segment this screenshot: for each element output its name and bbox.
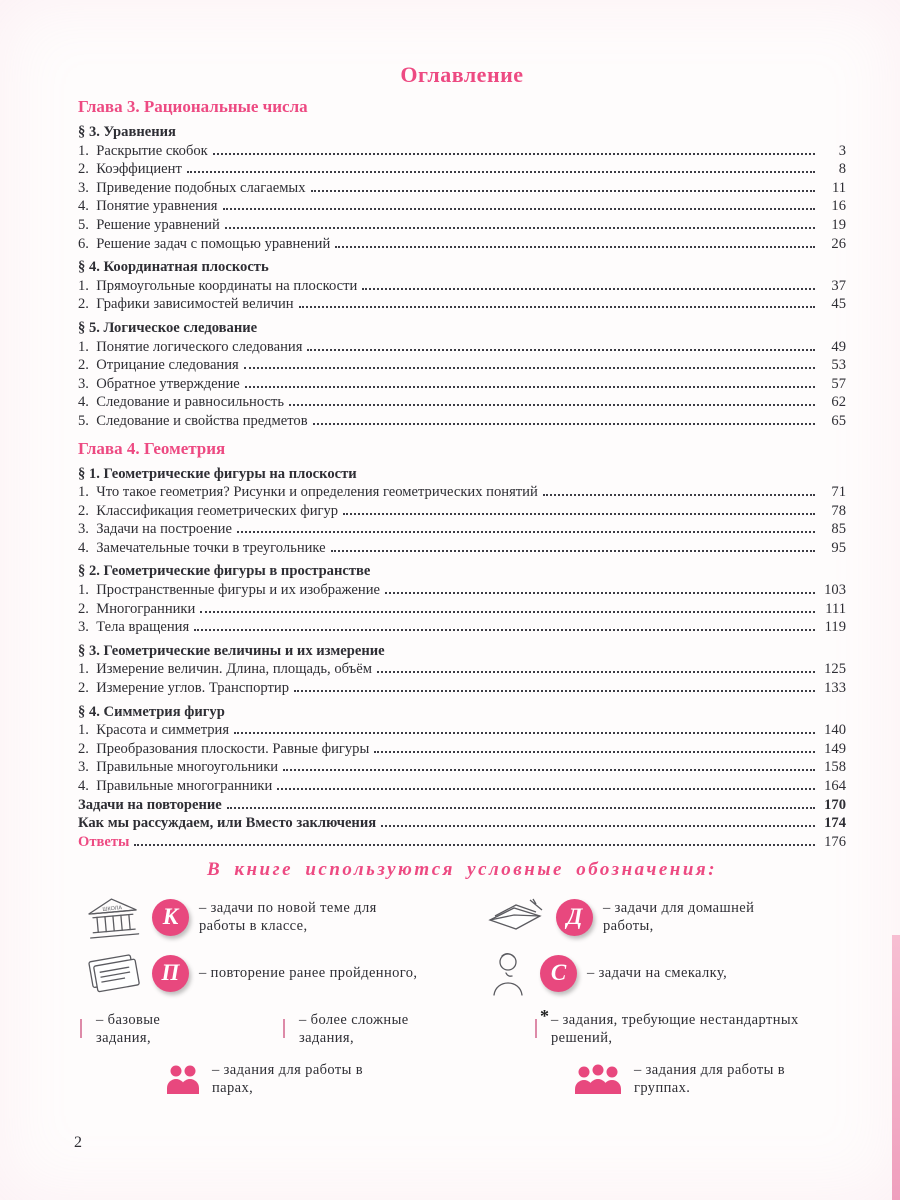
page-number: 2 xyxy=(74,1134,82,1151)
page-title: Оглавление xyxy=(400,62,524,87)
toc-entry-page: 19 xyxy=(831,216,846,233)
toc-entry xyxy=(78,412,846,431)
toc-entry-label: 5. Следование и свойства предметов xyxy=(78,412,308,429)
toc-entry-page: 164 xyxy=(824,778,846,794)
dot-leader xyxy=(225,227,815,229)
dot-leader xyxy=(244,367,815,369)
toc-entry xyxy=(78,660,846,679)
legend-row xyxy=(78,949,846,997)
toc-entry-label: 2. Классификация геометрических фигур xyxy=(78,502,339,519)
toc-entry xyxy=(78,581,846,600)
dot-leader xyxy=(283,769,815,771)
symbol-K-badge: К xyxy=(152,899,189,936)
toc-section-heading xyxy=(78,642,846,661)
dot-leader xyxy=(187,171,815,173)
toc-entry xyxy=(78,600,846,619)
toc-entry xyxy=(78,179,846,198)
toc-entry-label: 2. Преобразования плоскости. Равные фигуры xyxy=(78,740,370,757)
dot-leader xyxy=(227,807,815,809)
dot-leader xyxy=(223,208,816,210)
dot-leader xyxy=(194,629,815,631)
toc-entry xyxy=(78,483,846,502)
toc-entry-page: 71 xyxy=(831,484,846,501)
toc-chapter-heading xyxy=(78,96,846,118)
scan-edge-artifact xyxy=(892,935,900,1200)
toc-entry xyxy=(78,160,846,179)
dot-leader xyxy=(237,531,815,533)
toc-entry-label: Как мы рассуждаем, или Вместо заключения xyxy=(78,815,377,832)
toc-entry-label: 4. Замечательные точки в треугольнике xyxy=(78,539,326,556)
toc-entry xyxy=(78,295,846,314)
toc-entry-page: 16 xyxy=(831,198,846,215)
dot-leader xyxy=(381,825,815,827)
toc-entry-page: 158 xyxy=(824,759,846,776)
toc-entry-page: 53 xyxy=(831,357,846,374)
toc-entry-label: 3. Задачи на построение xyxy=(78,521,232,538)
dot-leader xyxy=(299,306,815,308)
toc-section-heading xyxy=(78,562,846,581)
legend-item-smart-tasks xyxy=(486,949,727,997)
toc-entry xyxy=(78,393,846,412)
legend-row xyxy=(78,1006,846,1047)
dot-leader xyxy=(335,246,815,248)
toc-entry-page: 119 xyxy=(824,619,846,636)
school-building-icon xyxy=(84,893,142,941)
toc-entry-label: 2. Коэффициент xyxy=(78,161,182,178)
notebook-icon xyxy=(84,952,142,994)
toc-entry-page: 37 xyxy=(831,277,846,294)
toc-entry-label: 4. Правильные многогранники xyxy=(78,778,273,794)
toc-entry-page: 176 xyxy=(824,833,846,850)
toc-entry-page: 49 xyxy=(831,338,846,355)
toc-entry-page: 95 xyxy=(831,539,846,556)
toc-entry-page: 133 xyxy=(824,680,846,697)
toc-entry-page: 103 xyxy=(824,582,846,599)
dot-leader xyxy=(213,153,815,155)
dot-leader xyxy=(331,550,815,552)
toc-entry-page: 140 xyxy=(824,722,846,739)
dot-leader xyxy=(377,671,815,673)
toc-entry-page: 85 xyxy=(831,521,846,538)
toc-entry-page: 170 xyxy=(824,796,846,813)
toc-entry-page: 65 xyxy=(831,412,846,429)
toc-entry-label: 2. Измерение углов. Транспортир xyxy=(78,680,289,697)
toc-chapter-heading xyxy=(78,438,846,460)
legend-text: – повторение ранее пройденного, xyxy=(199,965,418,982)
toc-entry xyxy=(78,502,846,521)
toc-entry-page: 149 xyxy=(824,740,846,757)
dot-leader xyxy=(343,513,815,515)
dot-leader xyxy=(277,788,815,790)
person-icon xyxy=(486,949,530,997)
toc-entry xyxy=(78,721,846,740)
toc-entry-label: 1. Красота и симметрия xyxy=(78,722,230,739)
toc-entry-page: 8 xyxy=(838,161,846,178)
legend-text: – задания, требующие нестандартных решений, xyxy=(551,1012,799,1047)
dot-leader xyxy=(245,386,815,388)
toc-entry-page: 125 xyxy=(824,661,846,678)
toc-entry xyxy=(78,539,846,558)
dot-leader xyxy=(234,732,815,734)
toc-section-heading xyxy=(78,258,846,277)
toc-entry-page: 78 xyxy=(831,502,846,519)
dot-leader xyxy=(313,423,815,425)
dot-leader xyxy=(374,751,815,753)
legend-row xyxy=(78,893,846,941)
dot-leader xyxy=(307,349,815,351)
toc-entry xyxy=(78,740,846,759)
toc-entry-label: § 4. Симметрия фигур xyxy=(78,703,225,720)
toc-entry xyxy=(78,758,846,777)
toc-entry-label: 2. Отрицание следования xyxy=(78,357,239,374)
toc-entry-page: 62 xyxy=(831,394,846,411)
toc-entry xyxy=(78,679,846,698)
dot-leader xyxy=(362,288,815,290)
legend-text: – задания для работы в группах. xyxy=(634,1062,786,1097)
dot-leader xyxy=(289,404,815,406)
toc-entry-page: 11 xyxy=(831,179,846,196)
toc-entry-label: 4. Следование и равносильность xyxy=(78,394,284,411)
toc-entry-label: § 2. Геометрические фигуры в пространстве xyxy=(78,563,371,580)
toc-entry xyxy=(78,277,846,296)
legend-text: – задания для работы в парах, xyxy=(212,1062,364,1097)
legend xyxy=(78,859,846,1097)
dot-leader xyxy=(134,844,815,846)
toc-entry xyxy=(78,197,846,216)
toc-entry-label: 1. Раскрытие скобок xyxy=(78,142,208,159)
toc-entry-label: 3. Приведение подобных слагаемых xyxy=(78,179,306,196)
toc-entry-page: 3 xyxy=(838,142,846,159)
toc-entry xyxy=(78,777,846,796)
toc-entry-label: 1. Измерение величин. Длина, площадь, объём xyxy=(78,661,372,678)
pink-square-icon xyxy=(283,1020,285,1038)
symbol-P-badge: П xyxy=(152,955,189,992)
group-icon xyxy=(572,1064,624,1094)
legend-item-nonstandard-tasks xyxy=(535,1006,801,1047)
toc-entry xyxy=(78,796,846,815)
toc-entry-label: Глава 3. Рациональные числа xyxy=(78,97,308,116)
toc-entry-label: 5. Решение уравнений xyxy=(78,216,220,233)
symbol-S-badge: С xyxy=(540,955,577,992)
toc-entry-page: 174 xyxy=(824,815,846,832)
toc-entry-label: § 4. Координатная плоскость xyxy=(78,259,269,276)
legend-heading: В книге используются условные обозначения: xyxy=(206,859,718,881)
pink-square-icon xyxy=(80,1020,82,1038)
legend-item-pair-tasks xyxy=(164,1061,494,1097)
legend-item-basic-tasks xyxy=(78,1011,283,1047)
toc-entry-page: 57 xyxy=(831,375,846,392)
dot-leader xyxy=(543,494,815,496)
toc-entry-label: 6. Решение задач с помощью уравнений xyxy=(78,235,331,252)
toc-entry xyxy=(78,235,846,254)
toc-entry xyxy=(78,142,846,161)
toc-entry xyxy=(78,520,846,539)
dot-leader xyxy=(385,592,815,594)
toc-entry xyxy=(78,338,846,357)
pink-square-asterisk-icon xyxy=(535,1006,549,1038)
legend-item-group-tasks xyxy=(572,1061,814,1097)
toc-entry-label: 3. Правильные многоугольники xyxy=(78,759,279,776)
toc-entry-label: § 3. Геометрические величины и их измерение xyxy=(78,642,385,659)
toc-entry-label: 4. Понятие уравнения xyxy=(78,198,218,215)
toc-entry-label: § 1. Геометрические фигуры на плоскости xyxy=(78,465,357,482)
toc-section-heading xyxy=(78,123,846,142)
toc-list xyxy=(78,96,846,851)
symbol-D-badge: Д xyxy=(556,899,593,936)
toc-entry-label: 1. Пространственные фигуры и их изображение xyxy=(78,582,381,599)
legend-item-homework-tasks xyxy=(486,896,793,938)
dot-leader xyxy=(200,611,815,613)
toc-section-heading xyxy=(78,319,846,338)
asterisk-mark: * xyxy=(540,1006,549,1027)
toc-entry-label: Глава 4. Геометрия xyxy=(78,438,226,458)
legend-item-advanced-tasks xyxy=(283,1011,535,1047)
toc-entry-label: Ответы xyxy=(78,833,130,850)
toc-entry-label: Задачи на повторение xyxy=(78,796,222,813)
dot-leader xyxy=(311,190,815,192)
dot-leader xyxy=(294,690,815,692)
toc-entry-label: 1. Что такое геометрия? Рисунки и определения геометрических понятий xyxy=(78,484,538,501)
toc-entry-page: 45 xyxy=(831,296,846,313)
toc-entry xyxy=(78,375,846,394)
legend-text: – задачи по новой теме для работы в классе, xyxy=(199,900,377,935)
toc-entry-label: 3. Обратное утверждение xyxy=(78,375,240,392)
toc-section-heading xyxy=(78,703,846,722)
legend-text: – задачи на смекалку, xyxy=(587,965,728,982)
letters-icon xyxy=(486,896,546,938)
toc-entry-page: 111 xyxy=(825,600,846,617)
toc-entry xyxy=(78,216,846,235)
legend-row xyxy=(78,1061,846,1097)
toc-entry-label: 3. Тела вращения xyxy=(78,619,190,636)
toc-entry xyxy=(78,814,846,833)
legend-text: – базовые задания, xyxy=(96,1012,161,1047)
legend-text: – более сложные задания, xyxy=(299,1012,409,1047)
legend-text: – задачи для домашней работы, xyxy=(603,900,755,935)
toc-entry-label: 2. Многогранники xyxy=(78,600,196,617)
toc-entry-label: § 3. Уравнения xyxy=(78,124,176,140)
toc-section-heading xyxy=(78,465,846,484)
legend-item-review-tasks xyxy=(78,952,486,994)
toc-entry-page: 26 xyxy=(831,235,846,252)
legend-item-class-tasks xyxy=(78,893,486,941)
pair-icon xyxy=(164,1064,202,1094)
toc-entry-label: § 5. Логическое следование xyxy=(78,319,258,336)
toc-entry-label: 2. Графики зависимостей величин xyxy=(78,296,294,313)
toc-entry xyxy=(78,618,846,637)
toc-entry-label: 1. Прямоугольные координаты на плоскости xyxy=(78,277,358,294)
toc-entry xyxy=(78,833,846,852)
toc-entry xyxy=(78,356,846,375)
svg-text:ШКОЛА: ШКОЛА xyxy=(102,905,123,914)
toc-entry-label: 1. Понятие логического следования xyxy=(78,338,303,355)
